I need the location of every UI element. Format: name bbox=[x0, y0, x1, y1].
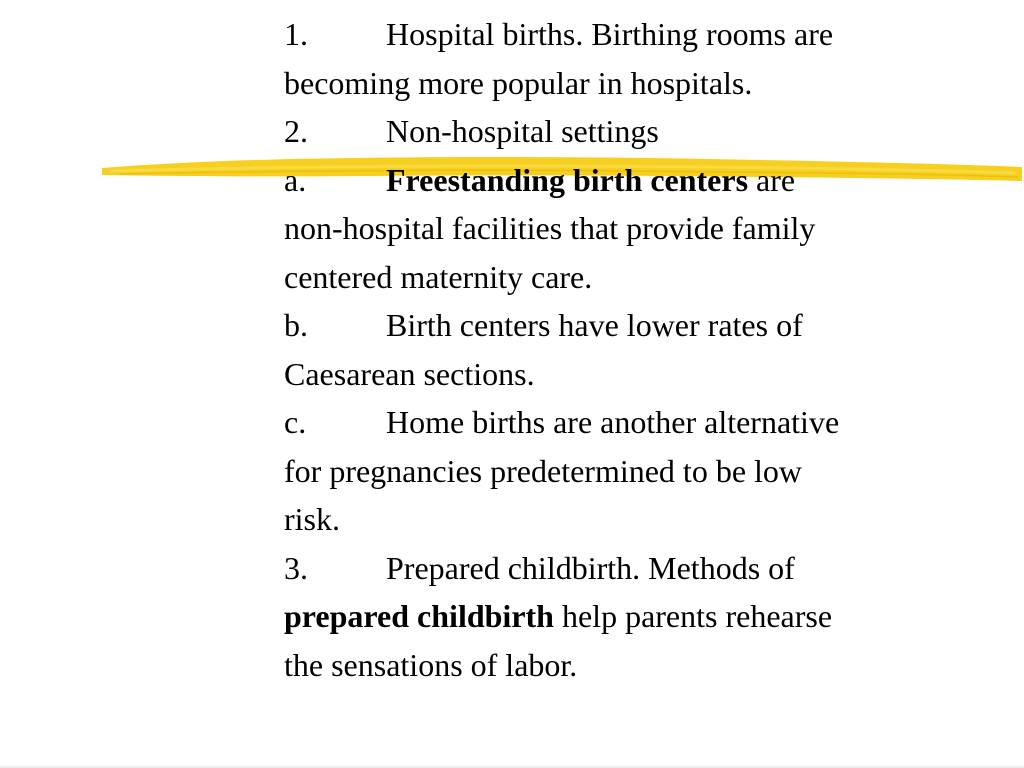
item-a-line-2: non-hospital facilities that provide family bbox=[284, 210, 816, 246]
slide-body bbox=[284, 10, 984, 689]
item-c-line-1 bbox=[284, 398, 984, 447]
bold-term: prepared childbirth bbox=[284, 598, 554, 634]
item-text: Birth centers have lower rates of bbox=[386, 307, 803, 343]
item-1-line-1 bbox=[284, 10, 984, 59]
item-text: Hospital births. Birthing rooms are bbox=[386, 16, 834, 52]
item-marker: b. bbox=[284, 307, 308, 343]
item-3-line-3: the sensations of labor. bbox=[284, 646, 578, 683]
item-a-line-3: centered maternity care. bbox=[284, 258, 593, 295]
bold-term: Freestanding birth centers bbox=[386, 161, 749, 198]
item-marker: 3. bbox=[284, 549, 308, 586]
item-2-line-1 bbox=[284, 107, 984, 156]
item-c-line-3: risk. bbox=[284, 501, 340, 537]
item-text: Non-hospital settings bbox=[386, 113, 659, 149]
item-a-line-1 bbox=[284, 156, 984, 205]
item-text: Home births are another alternative bbox=[386, 404, 840, 440]
item-b-line-1 bbox=[284, 301, 984, 350]
item-3-line-2 bbox=[284, 592, 984, 641]
item-marker: c. bbox=[284, 404, 307, 440]
item-text: Prepared childbirth. Methods of bbox=[386, 549, 795, 586]
item-text: are bbox=[748, 161, 796, 198]
item-3-line-1 bbox=[284, 544, 984, 593]
item-c-line-2: for pregnancies predetermined to be low bbox=[284, 452, 803, 489]
item-b-line-2: Caesarean sections. bbox=[284, 355, 535, 392]
item-1-line-2: becoming more popular in hospitals. bbox=[284, 64, 753, 101]
item-marker: a. bbox=[284, 161, 307, 198]
item-marker: 2. bbox=[284, 113, 308, 149]
item-marker: 1. bbox=[284, 16, 308, 52]
item-text: help parents rehearse bbox=[553, 598, 833, 634]
